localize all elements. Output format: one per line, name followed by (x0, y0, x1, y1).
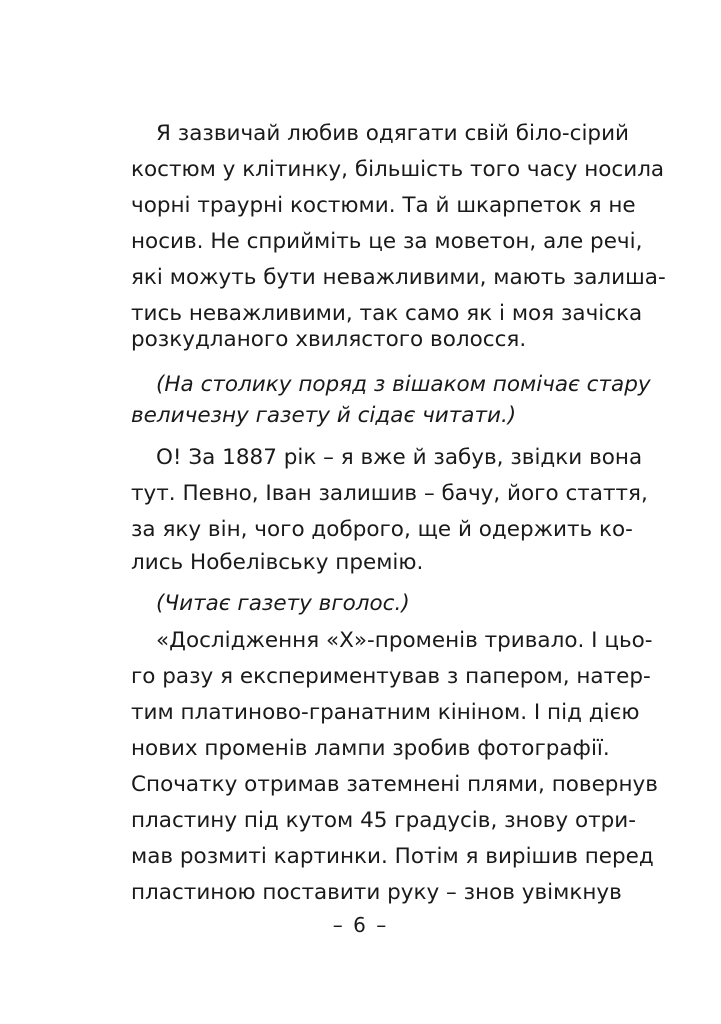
text-line: го разу я експериментував з папером, натер- (131, 664, 651, 689)
text-line: мав розмиті картинки. Потім я вирішив перед (131, 844, 654, 869)
text-line: тут. Певно, Іван залишив – бачу, його стаття, (131, 481, 648, 506)
text-line: лись Нобелівську премію. (131, 550, 424, 575)
text-line: Я зазвичай любив одягати свій біло-сірий (156, 121, 630, 146)
stage-direction-line: (На столику поряд з вішаком помічає стару (156, 372, 651, 397)
text-line: пластину під кутом 45 градусів, знову отри- (131, 808, 637, 833)
page-number: – 6 – (332, 913, 389, 937)
text-line: тим платиново-гранатним кініном. І під дією (131, 700, 640, 725)
text-line: «Дослідження «Х»-променів тривало. І цьо- (156, 628, 653, 653)
text-line: носив. Не сприйміть це за моветон, але речі, (131, 229, 643, 254)
text-line: Спочатку отримав затемнені плями, повернув (131, 772, 658, 797)
text-line: О! За 1887 рік – я вже й забув, звідки вона (156, 445, 643, 470)
text-line: за яку він, чого доброго, ще й одержить ко- (131, 517, 633, 542)
text-line: які можуть бути неважливими, мають залиша- (131, 265, 666, 290)
text-line: пластиною поставити руку – знов увімкнув (131, 880, 622, 905)
text-line: нових променів лампи зробив фотографії. (131, 736, 610, 761)
text-line: тись неважливими, так само як і моя зачіска (131, 301, 643, 326)
text-line: чорні траурні костюми. Та й шкарпеток я не (131, 193, 636, 218)
text-line: костюм у клітинку, більшість того часу носила (131, 157, 665, 182)
stage-direction-line: (Читає газету вголос.) (156, 591, 410, 616)
stage-direction-line: величезну газету й сідає читати.) (131, 403, 517, 428)
text-line: розкудланого хвилястого волосся. (131, 327, 527, 352)
